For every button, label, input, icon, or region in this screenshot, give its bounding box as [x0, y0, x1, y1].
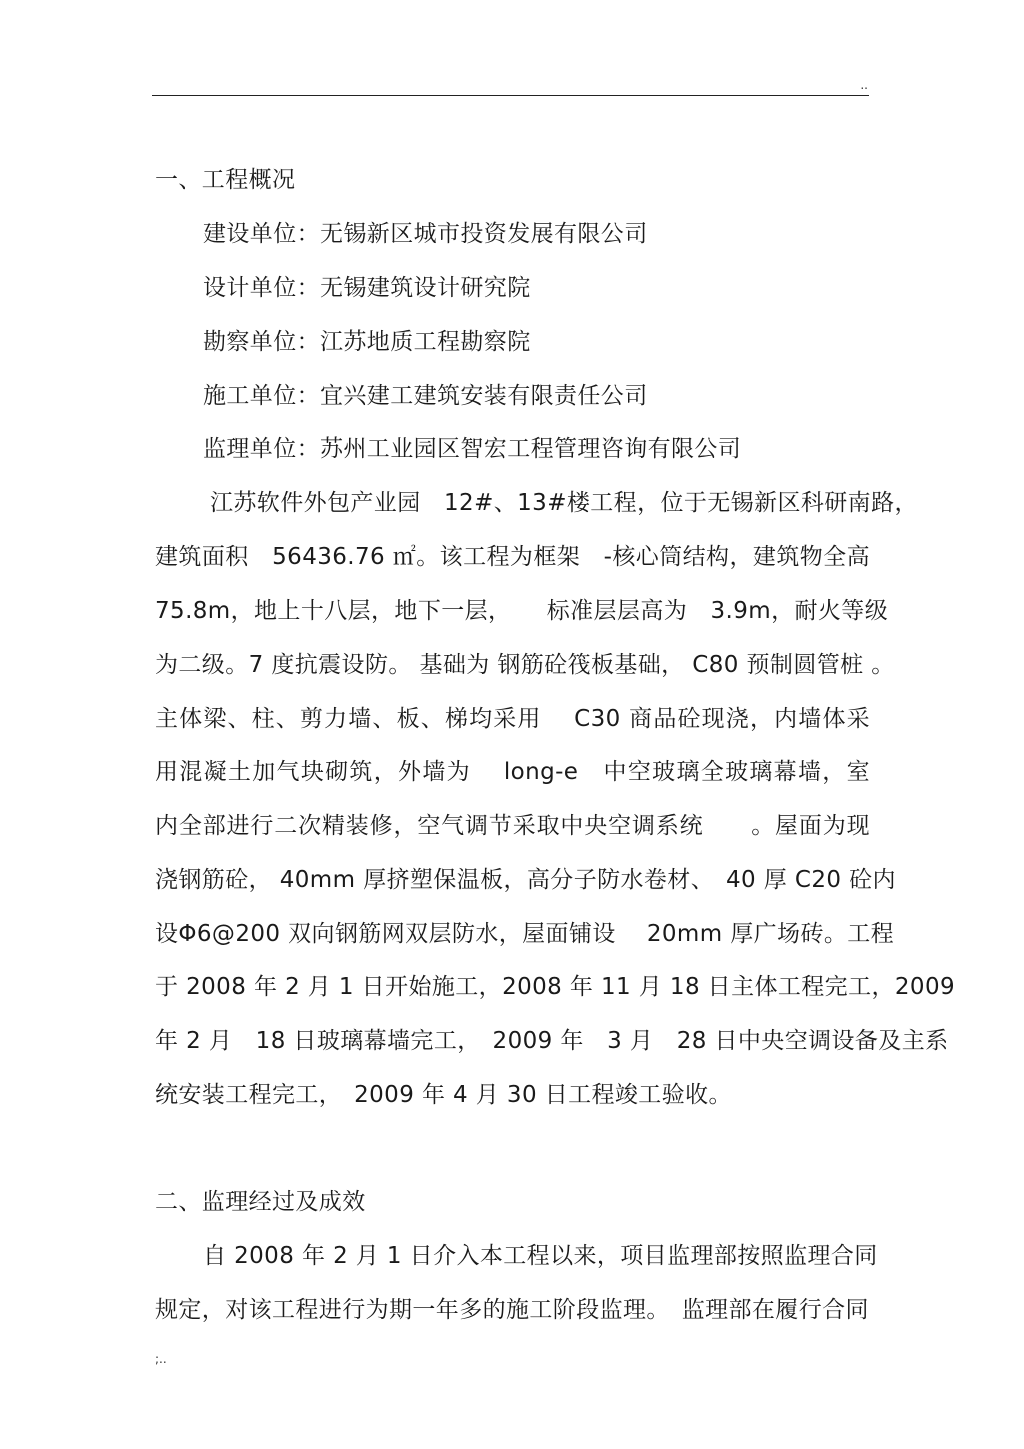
paragraph-line: 为二级。7 度抗震设防。 基础为 钢筋砼筏板基础， C80 预制圆管桩 。 [155, 652, 895, 678]
paragraph-line: 浇钢筋砼， 40mm 厚挤塑保温板，高分子防水卷材、 40 厚 C20 砼内 [155, 867, 896, 893]
info-line-supervisor: 监理单位：苏州工业园区智宏工程管理咨询有限公司 [203, 436, 742, 462]
paragraph-line: 自 2008 年 2 月 1 日介入本工程以来，项目监理部按照监理合同 [203, 1243, 878, 1269]
paragraph-line: 建筑面积 56436.76 ㎡。该工程为框架 -核心筒结构，建筑物全高 [155, 544, 870, 570]
section-heading-1: 一、工程概况 [155, 167, 296, 193]
section-heading-2: 二、监理经过及成效 [155, 1189, 366, 1215]
info-line-designer: 设计单位：无锡建筑设计研究院 [203, 275, 531, 301]
paragraph-line: 用混凝土加气块砌筑，外墙为 long-e 中空玻璃全玻璃幕墙，室 [155, 759, 870, 785]
paragraph-line: 主体梁、柱、剪力墙、板、梯均采用 C30 商品砼现浇，内墙体采 [155, 706, 870, 732]
paragraph-line: 年 2 月 18 日玻璃幕墙完工， 2009 年 3 月 28 日中央空调设备及主系 [155, 1028, 949, 1054]
footer-mark: ;.. [155, 1352, 167, 1366]
header-mark: .. [860, 78, 868, 92]
header-rule [152, 95, 869, 96]
info-line-contractor: 施工单位：宜兴建工建筑安装有限责任公司 [203, 383, 648, 409]
paragraph-line: 内全部进行二次精装修，空气调节采取中央空调系统 。屋面为现 [155, 813, 870, 839]
paragraph-line: 设Φ6@200 双向钢筋网双层防水，屋面铺设 20mm 厚广场砖。工程 [155, 921, 895, 947]
paragraph-line: 统安装工程完工， 2009 年 4 月 30 日工程竣工验收。 [155, 1082, 732, 1108]
paragraph-line: 规定，对该工程进行为期一年多的施工阶段监理。 监理部在履行合同 [155, 1297, 869, 1323]
paragraph-line: 江苏软件外包产业园 12#、13#楼工程，位于无锡新区科研南路， [210, 490, 918, 516]
paragraph-line: 75.8m，地上十八层，地下一层， 标准层层高为 3.9m，耐火等级 [155, 598, 889, 624]
paragraph-line: 于 2008 年 2 月 1 日开始施工，2008 年 11 月 18 日主体工程完工，2009 [155, 974, 956, 1000]
info-line-builder: 建设单位：无锡新区城市投资发展有限公司 [203, 221, 648, 247]
info-line-surveyor: 勘察单位：江苏地质工程勘察院 [203, 329, 531, 355]
